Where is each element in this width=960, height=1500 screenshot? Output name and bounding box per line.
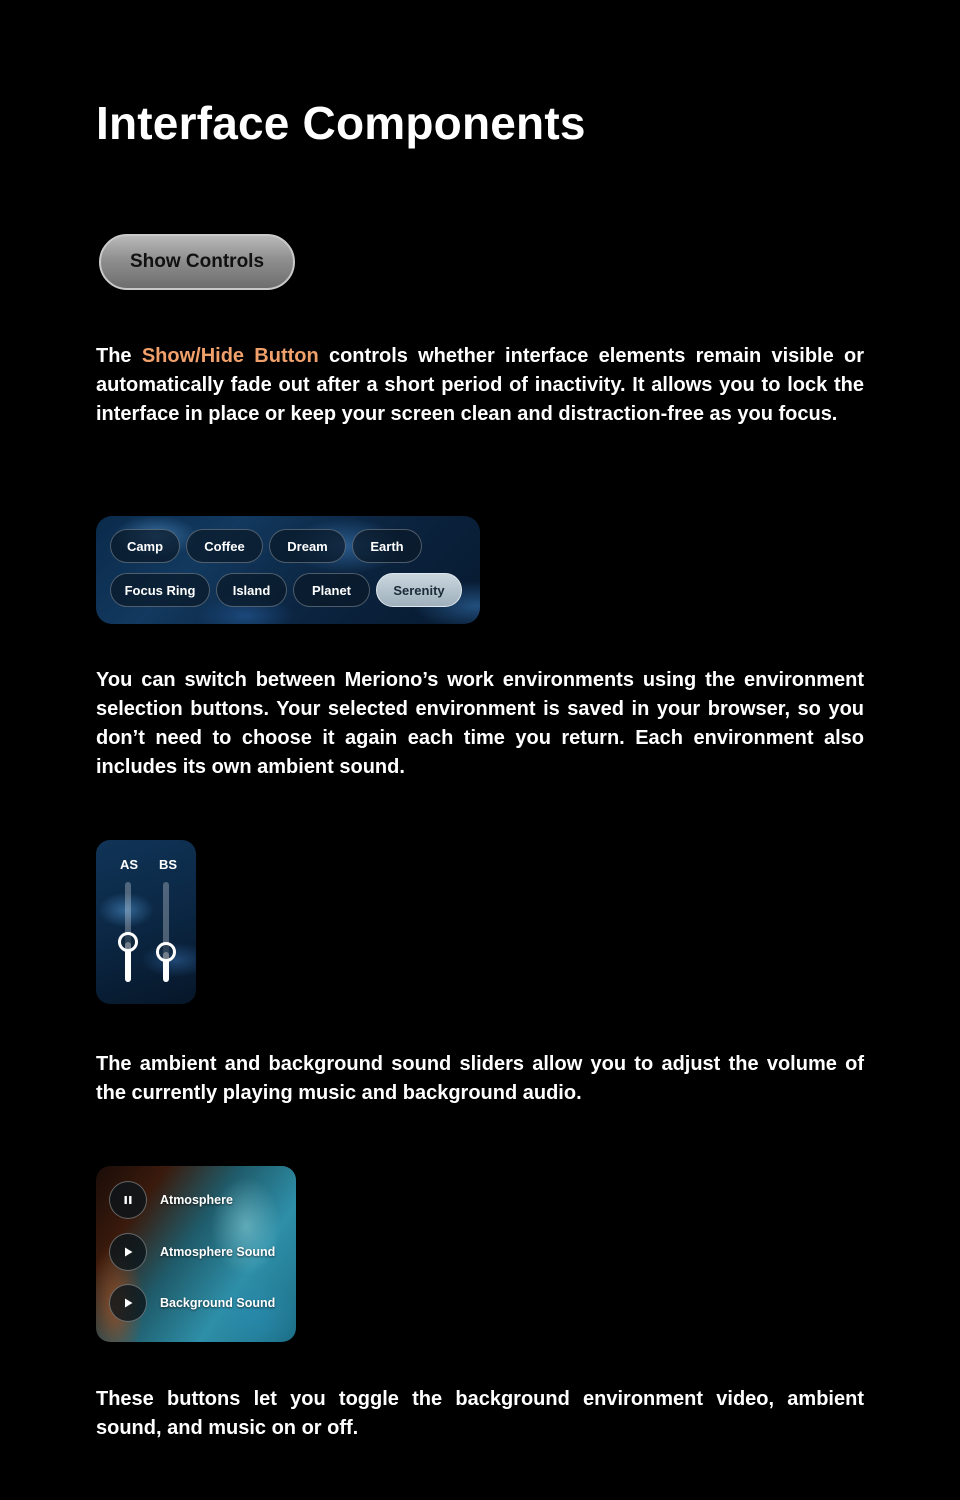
atmosphere-sound-label: Atmosphere Sound [160,1245,276,1259]
atmosphere-label: Atmosphere [160,1193,233,1207]
env-button-earth[interactable]: Earth [352,529,422,563]
environment-description: You can switch between Meriono’s work environments using the environment selection buttons. Your selected environment is saved in your browser, so you don’t need to choose it again each time you return. Each environment also includes its own ambient sound. [96,669,864,778]
background-slider-thumb[interactable] [156,942,176,962]
background-sound-label: Background Sound [160,1296,276,1310]
media-toggle-panel [96,1166,296,1342]
ambient-slider-thumb[interactable] [118,932,138,952]
description-suffix: controls whether interface elements remain visible or automatically fade out after a short period of inactivity. It allows you to lock the interface in place or keep your screen clean and distraction-free as you focus. [96,345,864,425]
show-hide-description [96,342,864,429]
page-title: Interface Components [96,97,586,149]
atmosphere-toggle-button[interactable] [109,1181,147,1219]
media-row-background-sound [109,1284,275,1322]
media-row-atmosphere-sound [109,1233,275,1271]
background-slider-label: BS [159,857,178,872]
media-row-atmosphere [109,1181,233,1219]
sound-sliders-panel [96,840,196,1004]
atmosphere-sound-toggle-button[interactable] [109,1233,147,1271]
play-icon [122,1297,134,1309]
play-icon [122,1246,134,1258]
environment-selector-panel [96,516,480,624]
env-button-coffee[interactable]: Coffee [186,529,263,563]
media-toggle-description: These buttons let you toggle the background environment video, ambient sound, and music on or off. [96,1388,864,1439]
environment-row-2 [110,573,462,607]
sliders-description: The ambient and background sound sliders allow you to adjust the volume of the currently playing music and background audio. [96,1053,864,1104]
ambient-slider-label: AS [120,857,139,872]
env-button-serenity[interactable]: Serenity [376,573,462,607]
pause-icon [122,1194,134,1206]
show-controls-button[interactable]: Show Controls [99,234,295,290]
env-button-camp[interactable]: Camp [110,529,180,563]
show-hide-highlight: Show/Hide Button [141,345,319,367]
ambient-sound-slider[interactable] [125,882,131,982]
env-button-planet[interactable]: Planet [293,573,370,607]
env-button-island[interactable]: Island [216,573,287,607]
environment-row-1 [110,529,422,563]
background-sound-slider[interactable] [163,882,169,982]
env-button-dream[interactable]: Dream [269,529,346,563]
background-sound-toggle-button[interactable] [109,1284,147,1322]
env-button-focus-ring[interactable]: Focus Ring [110,573,210,607]
description-prefix: The [96,345,142,367]
